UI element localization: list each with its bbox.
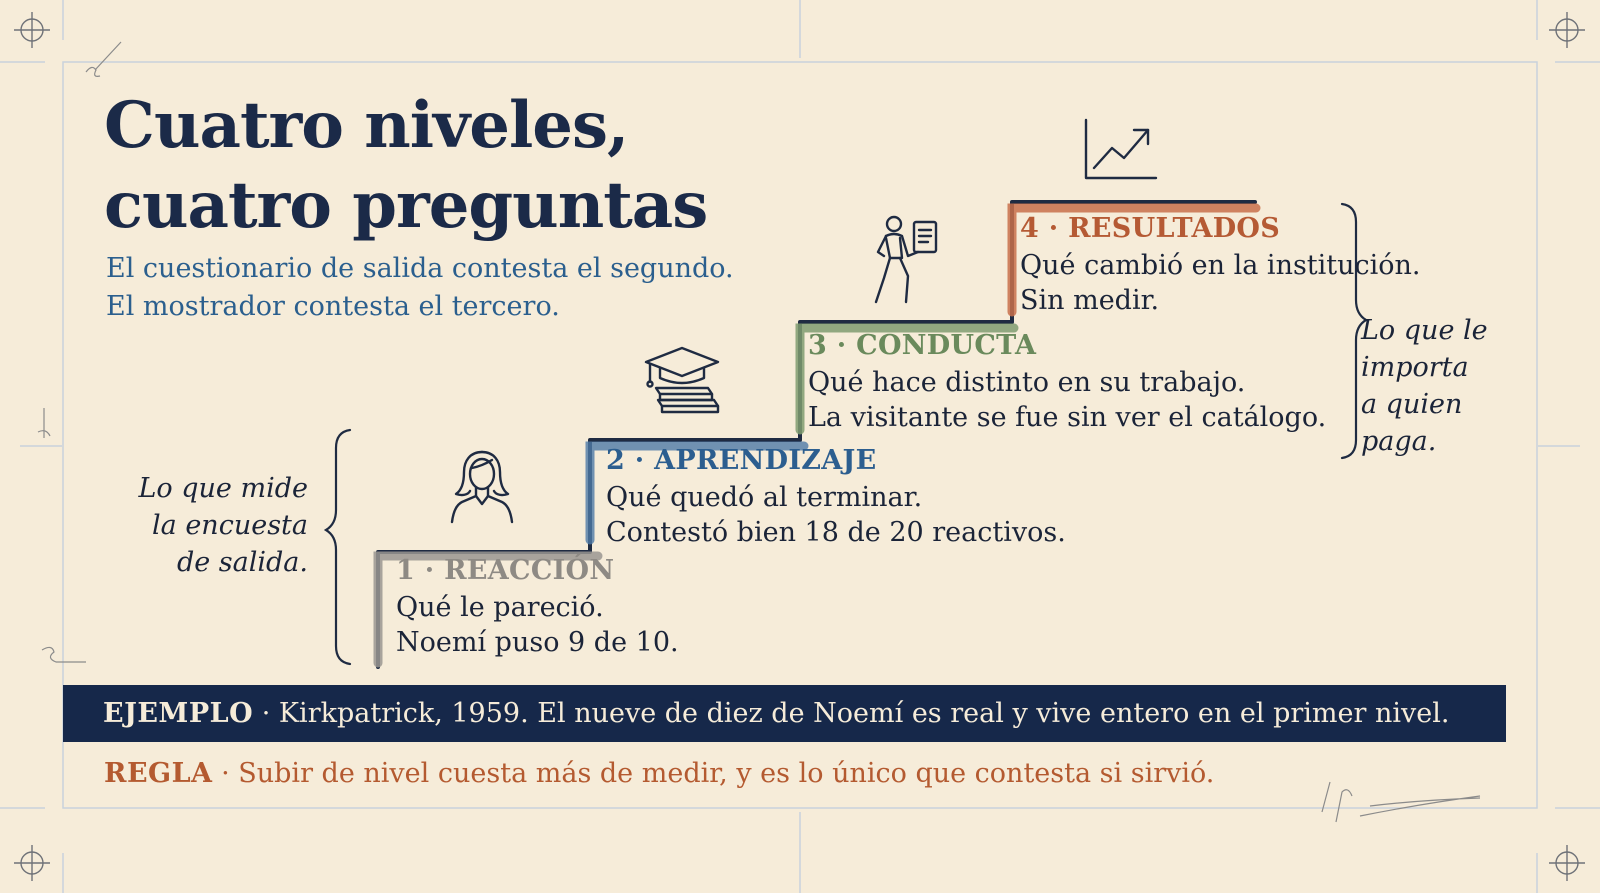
example-banner	[63, 685, 1506, 742]
subtitle-line-1: El cuestionario de salida contesta el segundo.	[106, 253, 734, 284]
registration-mark-bottom-left	[14, 845, 50, 881]
registration-mark-top-right	[1549, 12, 1585, 48]
left-note-line-1: Lo que mide	[138, 473, 308, 504]
rule-label: REGLA	[104, 758, 213, 789]
level-4-text	[1020, 248, 1421, 318]
title-line-2: cuatro preguntas	[104, 168, 708, 243]
subtitle-line-2: El mostrador contesta el tercero.	[106, 291, 560, 322]
left-note-line-2: la encuesta	[152, 510, 308, 541]
level-3-question: Qué hace distinto en su trabajo.	[808, 367, 1246, 398]
level-2-label: 2 · APRENDIZAJE	[606, 445, 877, 476]
example-label: EJEMPLO	[103, 698, 254, 729]
right-note-line-1: Lo que le	[1361, 315, 1488, 346]
right-note-line-2: importa	[1361, 352, 1469, 383]
right-note-line-4: paga.	[1361, 426, 1437, 457]
rule-line	[104, 754, 1214, 794]
level-2-question: Qué quedó al terminar.	[606, 482, 923, 513]
example-text: · Kirkpatrick, 1959. El nueve de diez de Noemí es real y vive entero en el primer nivel.	[253, 698, 1450, 729]
level-1-label: 1 · REACCIÓN	[396, 555, 615, 586]
page-title	[104, 86, 707, 246]
level-4-example: Sin medir.	[1020, 285, 1160, 316]
left-note	[118, 470, 308, 581]
level-2-text	[606, 480, 1066, 550]
rule-text: · Subir de nivel cuesta más de medir, y es lo único que contesta si sirvió.	[212, 758, 1215, 789]
subtitle	[106, 250, 734, 326]
level-1-example: Noemí puso 9 de 10.	[396, 627, 679, 658]
level-2-example: Contestó bien 18 de 20 reactivos.	[606, 517, 1066, 548]
person-icon	[448, 446, 516, 524]
registration-mark-top-left	[14, 12, 50, 48]
trend-chart-icon	[1082, 118, 1160, 184]
level-1-text	[396, 590, 679, 660]
person-walking-document-icon	[864, 214, 942, 306]
level-3-text	[808, 365, 1326, 435]
level-3-label: 3 · CONDUCTA	[808, 330, 1037, 361]
level-3-example: La visitante se fue sin ver el catálogo.	[808, 402, 1327, 433]
level-4-question: Qué cambió en la institución.	[1020, 250, 1421, 281]
right-note	[1361, 312, 1521, 460]
level-1-question: Qué le pareció.	[396, 592, 604, 623]
right-note-line-3: a quien	[1361, 389, 1463, 420]
registration-mark-bottom-right	[1549, 845, 1585, 881]
graduation-cap-books-icon	[640, 342, 724, 414]
title-line-1: Cuatro niveles,	[104, 88, 629, 163]
left-brace	[326, 430, 350, 664]
left-note-line-3: de salida.	[176, 547, 308, 578]
level-4-label: 4 · RESULTADOS	[1020, 213, 1281, 244]
